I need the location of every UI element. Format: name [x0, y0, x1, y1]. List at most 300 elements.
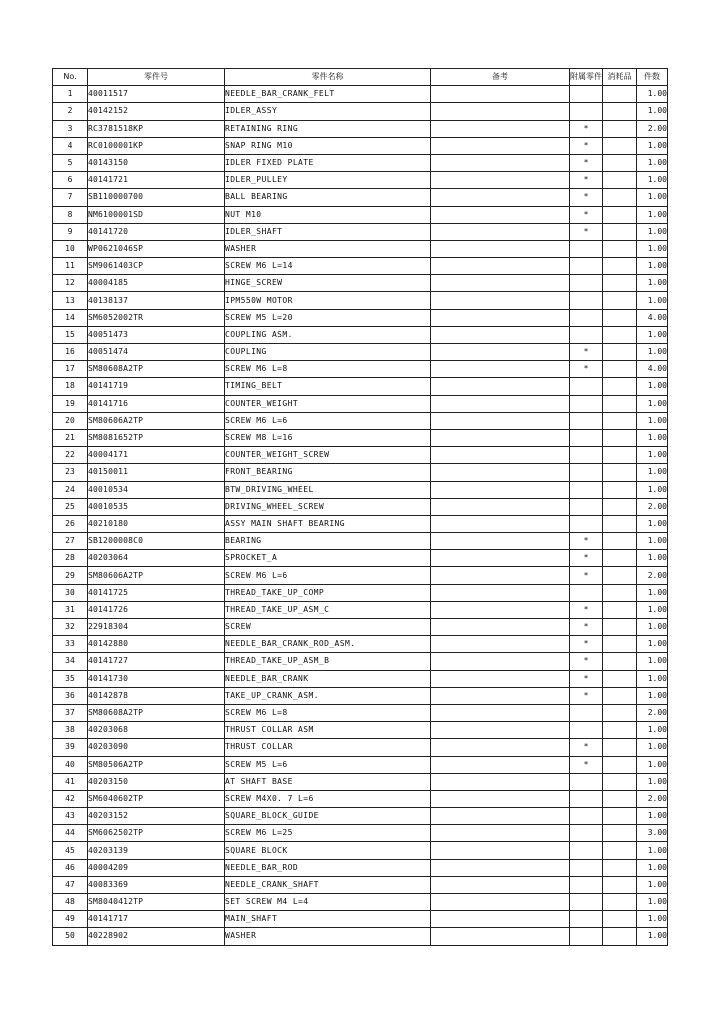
row-number: 31 [53, 601, 88, 618]
part-number-cell: 40141725 [88, 584, 225, 601]
part-number-cell: 40150011 [88, 464, 225, 481]
remark-cell [431, 292, 570, 309]
table-row [53, 103, 668, 120]
row-number: 22 [53, 447, 88, 464]
quantity-cell: 1.00 [637, 842, 668, 859]
quantity-cell: 1.00 [637, 739, 668, 756]
part-name-cell: SPROCKET_A [225, 550, 431, 567]
row-number: 7 [53, 189, 88, 206]
accessory-mark-cell [570, 378, 603, 395]
accessory-mark-cell [570, 876, 603, 893]
part-name-cell: SCREW [225, 619, 431, 636]
part-number-cell: 40142880 [88, 636, 225, 653]
quantity-cell: 1.00 [637, 206, 668, 223]
table-row [53, 223, 668, 240]
consumable-mark-cell [603, 790, 637, 807]
quantity-cell: 1.00 [637, 240, 668, 257]
accessory-mark-cell [570, 481, 603, 498]
consumable-mark-cell [603, 172, 637, 189]
consumable-mark-cell [603, 825, 637, 842]
row-number: 12 [53, 275, 88, 292]
part-name-cell: COUPLING ASM. [225, 326, 431, 343]
remark-cell [431, 773, 570, 790]
accessory-mark-cell [570, 464, 603, 481]
remark-cell [431, 911, 570, 928]
consumable-mark-cell [603, 670, 637, 687]
table-row [53, 825, 668, 842]
part-name-cell: NUT M10 [225, 206, 431, 223]
quantity-cell: 1.00 [637, 464, 668, 481]
quantity-cell: 2.00 [637, 790, 668, 807]
remark-cell [431, 842, 570, 859]
row-number: 8 [53, 206, 88, 223]
quantity-cell: 1.00 [637, 378, 668, 395]
part-number-cell: 22918304 [88, 619, 225, 636]
row-number: 36 [53, 687, 88, 704]
quantity-cell: 1.00 [637, 550, 668, 567]
accessory-mark-cell [570, 704, 603, 721]
consumable-mark-cell [603, 619, 637, 636]
remark-cell [431, 515, 570, 532]
row-number: 45 [53, 842, 88, 859]
remark-cell [431, 412, 570, 429]
part-name-cell: IDLER_PULLEY [225, 172, 431, 189]
consumable-mark-cell [603, 808, 637, 825]
row-number: 49 [53, 911, 88, 928]
part-name-cell: BALL BEARING [225, 189, 431, 206]
accessory-mark-cell: * [570, 172, 603, 189]
consumable-mark-cell [603, 498, 637, 515]
remark-cell [431, 481, 570, 498]
quantity-cell: 1.00 [637, 275, 668, 292]
quantity-cell: 1.00 [637, 636, 668, 653]
quantity-cell: 1.00 [637, 876, 668, 893]
part-name-cell: SCREW M5 L=20 [225, 309, 431, 326]
row-number: 41 [53, 773, 88, 790]
quantity-cell: 1.00 [637, 756, 668, 773]
accessory-mark-cell [570, 773, 603, 790]
part-name-cell: BEARING [225, 533, 431, 550]
accessory-mark-cell [570, 326, 603, 343]
table-row [53, 876, 668, 893]
remark-cell [431, 928, 570, 945]
consumable-mark-cell [603, 704, 637, 721]
part-name-cell: AT SHAFT BASE [225, 773, 431, 790]
row-number: 3 [53, 120, 88, 137]
consumable-mark-cell [603, 395, 637, 412]
part-number-cell: 40004209 [88, 859, 225, 876]
consumable-mark-cell [603, 154, 637, 171]
part-number-cell: 40010534 [88, 481, 225, 498]
part-number-cell: 40083369 [88, 876, 225, 893]
accessory-mark-cell: * [570, 550, 603, 567]
remark-cell [431, 344, 570, 361]
accessory-mark-cell: * [570, 189, 603, 206]
table-row [53, 258, 668, 275]
remark-cell [431, 326, 570, 343]
consumable-mark-cell [603, 137, 637, 154]
remark-cell [431, 790, 570, 807]
accessory-mark-cell: * [570, 756, 603, 773]
accessory-mark-cell: * [570, 120, 603, 137]
quantity-cell: 1.00 [637, 481, 668, 498]
consumable-mark-cell [603, 344, 637, 361]
consumable-mark-cell [603, 361, 637, 378]
table-row [53, 137, 668, 154]
remark-cell [431, 103, 570, 120]
consumable-mark-cell [603, 894, 637, 911]
consumable-mark-cell [603, 464, 637, 481]
remark-cell [431, 464, 570, 481]
quantity-cell: 4.00 [637, 361, 668, 378]
row-number: 48 [53, 894, 88, 911]
quantity-cell: 1.00 [637, 137, 668, 154]
part-name-cell: RETAINING RING [225, 120, 431, 137]
remark-cell [431, 894, 570, 911]
quantity-cell: 1.00 [637, 859, 668, 876]
accessory-mark-cell [570, 292, 603, 309]
remark-cell [431, 653, 570, 670]
row-number: 40 [53, 756, 88, 773]
accessory-mark-cell [570, 309, 603, 326]
table-row [53, 326, 668, 343]
row-number: 18 [53, 378, 88, 395]
table-row [53, 533, 668, 550]
part-number-cell: 40141721 [88, 172, 225, 189]
remark-cell [431, 550, 570, 567]
row-number: 9 [53, 223, 88, 240]
table-row [53, 894, 668, 911]
accessory-mark-cell: * [570, 739, 603, 756]
part-name-cell: IDLER_SHAFT [225, 223, 431, 240]
row-number: 33 [53, 636, 88, 653]
accessory-mark-cell: * [570, 344, 603, 361]
part-name-cell: NEEDLE_BAR_CRANK_FELT [225, 86, 431, 103]
accessory-mark-cell [570, 722, 603, 739]
consumable-mark-cell [603, 103, 637, 120]
part-number-cell: 40203064 [88, 550, 225, 567]
part-number-cell: 40138137 [88, 292, 225, 309]
header-accessory: 附属零件 [570, 69, 603, 86]
quantity-cell: 1.00 [637, 687, 668, 704]
table-row [53, 928, 668, 945]
row-number: 35 [53, 670, 88, 687]
row-number: 20 [53, 412, 88, 429]
remark-cell [431, 533, 570, 550]
accessory-mark-cell [570, 584, 603, 601]
part-number-cell: 40203150 [88, 773, 225, 790]
row-number: 26 [53, 515, 88, 532]
part-name-cell: NEEDLE_BAR_CRANK [225, 670, 431, 687]
accessory-mark-cell [570, 859, 603, 876]
remark-cell [431, 172, 570, 189]
part-number-cell: SM80606A2TP [88, 412, 225, 429]
accessory-mark-cell: * [570, 619, 603, 636]
accessory-mark-cell [570, 790, 603, 807]
consumable-mark-cell [603, 206, 637, 223]
row-number: 37 [53, 704, 88, 721]
remark-cell [431, 275, 570, 292]
consumable-mark-cell [603, 292, 637, 309]
quantity-cell: 1.00 [637, 412, 668, 429]
accessory-mark-cell [570, 808, 603, 825]
part-name-cell: IDLER_ASSY [225, 103, 431, 120]
row-number: 2 [53, 103, 88, 120]
row-number: 32 [53, 619, 88, 636]
part-number-cell: 40203152 [88, 808, 225, 825]
accessory-mark-cell [570, 412, 603, 429]
consumable-mark-cell [603, 756, 637, 773]
consumable-mark-cell [603, 189, 637, 206]
consumable-mark-cell [603, 412, 637, 429]
part-number-cell: SM80606A2TP [88, 567, 225, 584]
row-number: 29 [53, 567, 88, 584]
consumable-mark-cell [603, 223, 637, 240]
part-number-cell: SM80608A2TP [88, 361, 225, 378]
accessory-mark-cell [570, 429, 603, 446]
quantity-cell: 1.00 [637, 86, 668, 103]
part-number-cell: 40141726 [88, 601, 225, 618]
row-number: 50 [53, 928, 88, 945]
remark-cell [431, 739, 570, 756]
header-part-number: 零件号 [88, 69, 225, 86]
part-number-cell: 40141717 [88, 911, 225, 928]
quantity-cell: 1.00 [637, 258, 668, 275]
remark-cell [431, 567, 570, 584]
accessory-mark-cell [570, 825, 603, 842]
quantity-cell: 2.00 [637, 567, 668, 584]
part-number-cell: 40203090 [88, 739, 225, 756]
part-name-cell: SCREW M6 L=14 [225, 258, 431, 275]
part-name-cell: MAIN_SHAFT [225, 911, 431, 928]
part-name-cell: SCREW M8 L=16 [225, 429, 431, 446]
part-name-cell: TAKE_UP_CRANK_ASM. [225, 687, 431, 704]
part-name-cell: THRUST COLLAR [225, 739, 431, 756]
consumable-mark-cell [603, 636, 637, 653]
remark-cell [431, 670, 570, 687]
accessory-mark-cell [570, 447, 603, 464]
part-name-cell: SQUARE_BLOCK_GUIDE [225, 808, 431, 825]
quantity-cell: 1.00 [637, 103, 668, 120]
quantity-cell: 1.00 [637, 189, 668, 206]
table-row [53, 567, 668, 584]
row-number: 21 [53, 429, 88, 446]
parts-list-table [52, 68, 668, 946]
part-name-cell: BTW_DRIVING_WHEEL [225, 481, 431, 498]
row-number: 6 [53, 172, 88, 189]
part-number-cell: 40141720 [88, 223, 225, 240]
consumable-mark-cell [603, 515, 637, 532]
part-name-cell: COUNTER_WEIGHT [225, 395, 431, 412]
part-number-cell: 40203139 [88, 842, 225, 859]
part-number-cell: SB1200008C0 [88, 533, 225, 550]
part-number-cell: 40141716 [88, 395, 225, 412]
remark-cell [431, 309, 570, 326]
part-number-cell: 40141719 [88, 378, 225, 395]
part-name-cell: SCREW M6 L=6 [225, 567, 431, 584]
quantity-cell: 1.00 [637, 653, 668, 670]
accessory-mark-cell: * [570, 223, 603, 240]
consumable-mark-cell [603, 378, 637, 395]
consumable-mark-cell [603, 275, 637, 292]
remark-cell [431, 687, 570, 704]
part-name-cell: SCREW M6 L=8 [225, 361, 431, 378]
row-number: 46 [53, 859, 88, 876]
header-consumable: 消耗品 [603, 69, 637, 86]
consumable-mark-cell [603, 911, 637, 928]
quantity-cell: 3.00 [637, 825, 668, 842]
table-row [53, 619, 668, 636]
consumable-mark-cell [603, 429, 637, 446]
consumable-mark-cell [603, 739, 637, 756]
row-number: 1 [53, 86, 88, 103]
remark-cell [431, 240, 570, 257]
part-number-cell: WP0621046SP [88, 240, 225, 257]
consumable-mark-cell [603, 309, 637, 326]
row-number: 19 [53, 395, 88, 412]
part-number-cell: 40142878 [88, 687, 225, 704]
remark-cell [431, 137, 570, 154]
accessory-mark-cell [570, 240, 603, 257]
part-number-cell: 40143150 [88, 154, 225, 171]
accessory-mark-cell [570, 395, 603, 412]
row-number: 28 [53, 550, 88, 567]
part-number-cell: SM8040412TP [88, 894, 225, 911]
quantity-cell: 1.00 [637, 619, 668, 636]
remark-cell [431, 154, 570, 171]
remark-cell [431, 206, 570, 223]
table-row [53, 154, 668, 171]
accessory-mark-cell: * [570, 137, 603, 154]
part-name-cell: SCREW M4X0. 7 L=6 [225, 790, 431, 807]
row-number: 34 [53, 653, 88, 670]
header-part-name: 零件名称 [225, 69, 431, 86]
part-number-cell: 40010535 [88, 498, 225, 515]
accessory-mark-cell: * [570, 533, 603, 550]
header-no: No. [53, 69, 88, 86]
remark-cell [431, 189, 570, 206]
accessory-mark-cell [570, 911, 603, 928]
remark-cell [431, 859, 570, 876]
part-name-cell: THREAD_TAKE_UP_ASM_B [225, 653, 431, 670]
table-row [53, 395, 668, 412]
parts-rows [53, 86, 668, 945]
consumable-mark-cell [603, 653, 637, 670]
remark-cell [431, 378, 570, 395]
part-name-cell: COUNTER_WEIGHT_SCREW [225, 447, 431, 464]
part-name-cell: SCREW M6 L=6 [225, 412, 431, 429]
table-row [53, 515, 668, 532]
accessory-mark-cell: * [570, 687, 603, 704]
header-row [53, 69, 668, 86]
part-name-cell: THREAD_TAKE_UP_COMP [225, 584, 431, 601]
consumable-mark-cell [603, 447, 637, 464]
accessory-mark-cell: * [570, 567, 603, 584]
part-name-cell: WASHER [225, 240, 431, 257]
part-number-cell: 40004171 [88, 447, 225, 464]
consumable-mark-cell [603, 240, 637, 257]
part-name-cell: SET SCREW M4 L=4 [225, 894, 431, 911]
row-number: 13 [53, 292, 88, 309]
quantity-cell: 1.00 [637, 515, 668, 532]
row-number: 24 [53, 481, 88, 498]
row-number: 30 [53, 584, 88, 601]
part-number-cell: 40210180 [88, 515, 225, 532]
table-row [53, 412, 668, 429]
quantity-cell: 1.00 [637, 344, 668, 361]
table-row [53, 584, 668, 601]
table-row [53, 344, 668, 361]
consumable-mark-cell [603, 533, 637, 550]
consumable-mark-cell [603, 722, 637, 739]
row-number: 43 [53, 808, 88, 825]
consumable-mark-cell [603, 773, 637, 790]
table-row [53, 172, 668, 189]
table-row [53, 429, 668, 446]
part-number-cell: 40004185 [88, 275, 225, 292]
part-name-cell: ASSY MAIN SHAFT BEARING [225, 515, 431, 532]
accessory-mark-cell: * [570, 653, 603, 670]
consumable-mark-cell [603, 326, 637, 343]
part-number-cell: 40051473 [88, 326, 225, 343]
accessory-mark-cell [570, 258, 603, 275]
consumable-mark-cell [603, 86, 637, 103]
remark-cell [431, 447, 570, 464]
part-name-cell: TIMING_BELT [225, 378, 431, 395]
accessory-mark-cell: * [570, 154, 603, 171]
remark-cell [431, 825, 570, 842]
remark-cell [431, 636, 570, 653]
accessory-mark-cell [570, 928, 603, 945]
remark-cell [431, 395, 570, 412]
row-number: 4 [53, 137, 88, 154]
table-row [53, 790, 668, 807]
part-name-cell: DRIVING_WHEEL_SCREW [225, 498, 431, 515]
quantity-cell: 1.00 [637, 928, 668, 945]
consumable-mark-cell [603, 567, 637, 584]
remark-cell [431, 722, 570, 739]
part-number-cell: 40203068 [88, 722, 225, 739]
table-row [53, 601, 668, 618]
table-row [53, 808, 668, 825]
table-row [53, 739, 668, 756]
consumable-mark-cell [603, 481, 637, 498]
part-number-cell: SB110000700 [88, 189, 225, 206]
remark-cell [431, 601, 570, 618]
consumable-mark-cell [603, 859, 637, 876]
table-row [53, 859, 668, 876]
quantity-cell: 1.00 [637, 773, 668, 790]
remark-cell [431, 876, 570, 893]
part-number-cell: NM6100001SD [88, 206, 225, 223]
table-row [53, 86, 668, 103]
part-name-cell: NEEDLE_CRANK_SHAFT [225, 876, 431, 893]
row-number: 11 [53, 258, 88, 275]
row-number: 39 [53, 739, 88, 756]
part-number-cell: 40141727 [88, 653, 225, 670]
consumable-mark-cell [603, 842, 637, 859]
table-row [53, 670, 668, 687]
part-name-cell: SNAP RING M10 [225, 137, 431, 154]
row-number: 14 [53, 309, 88, 326]
part-number-cell: SM80608A2TP [88, 704, 225, 721]
table-row [53, 481, 668, 498]
part-number-cell: RC3781518KP [88, 120, 225, 137]
table-row [53, 842, 668, 859]
consumable-mark-cell [603, 876, 637, 893]
part-number-cell: SM9061403CP [88, 258, 225, 275]
consumable-mark-cell [603, 258, 637, 275]
